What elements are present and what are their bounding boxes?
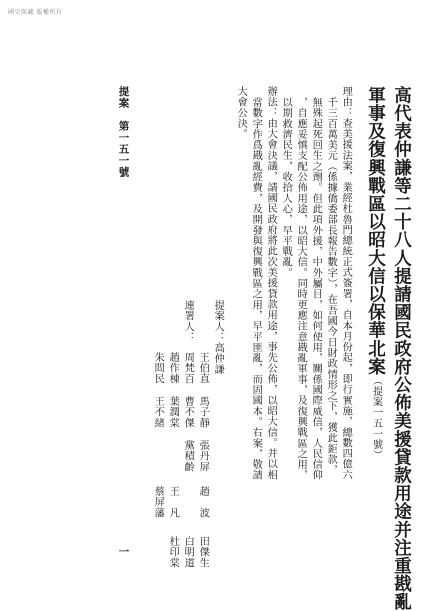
cosigner-label: 連署人： (182, 300, 194, 343)
body-line-8: 大會公決。 (235, 86, 247, 140)
signature-r3-3: 王 凡 (167, 486, 179, 518)
signature-row-1 (197, 352, 207, 395)
signature-r1-3: 張丹屏 (197, 440, 209, 472)
body-line-6: 辦法：由大會決議，請國民政府將此次美援貸款用途，事先公佈，以昭大信。并以相 (265, 86, 277, 481)
signature-r3-4: 杜印棠 (167, 536, 179, 568)
signature-r4-3: 蔡屏藩 (152, 486, 164, 518)
signature-r2-2: 曹不傑 (182, 396, 194, 428)
page-number: 一 (117, 546, 130, 558)
body-line-1: 理由：查美援法案，業經杜魯門總統正式簽署，自本月份起，即行實施，總數四億六 (340, 86, 352, 481)
signature-r3-1: 趙作棟 (167, 352, 179, 384)
body-line-3: 無殊起死回生之劑。但此項外援，中外屬目，如何使用，關係國際威信，人民信仰 (310, 97, 322, 481)
signature-r1-5: 田傑生 (197, 536, 209, 568)
body-line-5: 以期救濟民生，收拾人心，早平戰亂。 (280, 97, 292, 279)
signature-name: 王伯直 (197, 352, 209, 384)
title-line-2-text: 軍事及復興戰區以昭大信以保華北案 (365, 86, 386, 376)
body-line-4: ，自應妥慎支配公佈用途，以昭大信。同時更應注意戡亂軍事，及復興戰區之用， (295, 97, 307, 481)
proposer-label: 提案人： (212, 300, 224, 343)
signature-r1-2: 馬子靜 (197, 396, 209, 428)
body-line-2: 千三百萬美元（係據僑委部長報告數字），在吾國今日財政情形之下，獲此鉅款， (325, 97, 337, 476)
document-number: 提案 第一五一號 (117, 86, 130, 178)
signature-r1-4: 趙 波 (197, 486, 209, 518)
signature-r2-4: 白明道 (182, 536, 194, 568)
signature-r3-2: 葉潤棠 (167, 396, 179, 428)
signature-r2-3: 黨積齡 (182, 440, 194, 472)
signature-r4-1: 朱問民 (152, 352, 164, 384)
title-line-1: 高代表仲謙等二十八人提請國民政府公佈美援貸款用途并注重戡亂 (391, 86, 412, 611)
signature-r2-1: 周梵百 (182, 352, 194, 384)
body-line-7: 當數字作爲戡亂經費，及開發與復興戰區之用，早平匪亂，而固國本。右案，敬請 (250, 97, 262, 481)
title-line-2 (366, 86, 384, 460)
signature-r4-2: 王不緒 (152, 396, 164, 428)
proposer-name: 高仲謙 (212, 342, 224, 375)
proposer-line (212, 300, 222, 375)
archive-watermark: 國史館藏 版權所有 (8, 9, 63, 16)
proposal-number-note: （提案一五一號） (370, 375, 382, 461)
